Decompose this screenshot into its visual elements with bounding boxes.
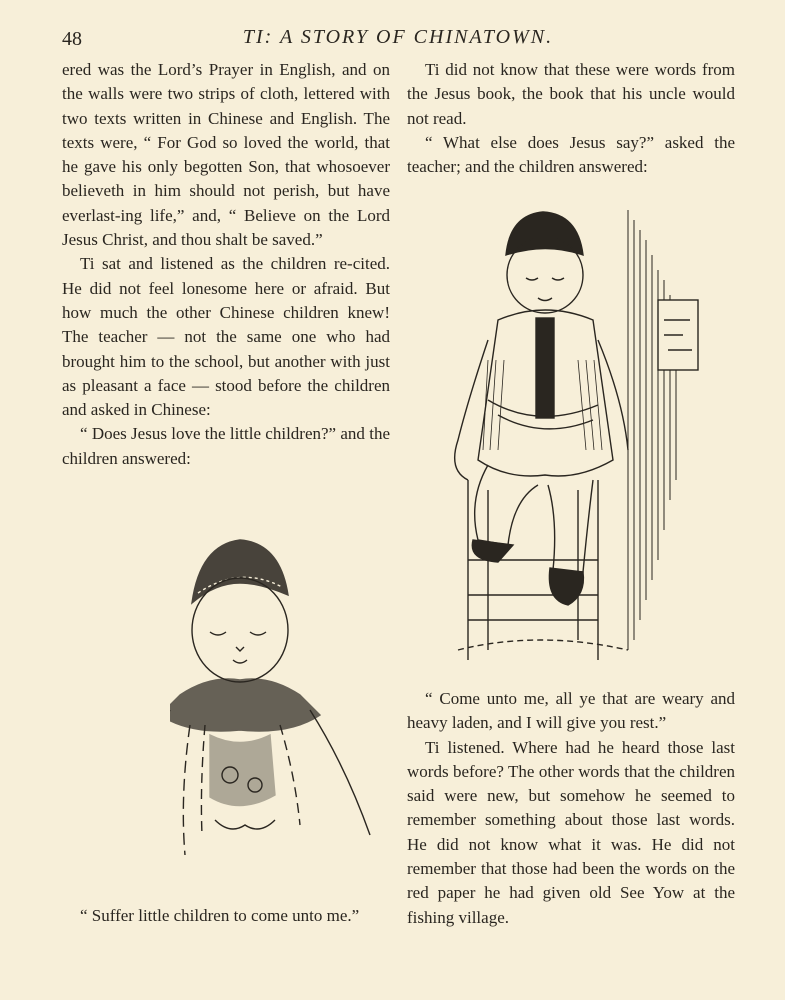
child-with-closed-eyes-illustration bbox=[170, 535, 390, 890]
paragraph: Ti sat and listened as the children re-cited. He did not feel lonesome here or afraid. But how much the other Chinese children knew! The teacher — not the same one who had brought him to the school, but another with just as pleasant a face — stood before the children and asked in Chinese: bbox=[62, 254, 390, 420]
right-column-top bbox=[407, 58, 735, 179]
running-title: TI: A STORY OF CHINATOWN. bbox=[242, 26, 554, 48]
paragraph: “ Suffer little children to come unto me.” bbox=[80, 906, 360, 925]
paragraph: Ti did not know that these were words from the Jesus book, the book that his uncle would not read. bbox=[407, 60, 735, 128]
right-column-bottom bbox=[407, 687, 735, 930]
boy-seated-on-stool-illustration bbox=[428, 200, 718, 670]
paragraph: “ Come unto me, all ye that are weary and heavy laden, and I will give you rest.” bbox=[407, 689, 735, 733]
left-column-bottom bbox=[62, 904, 390, 928]
paragraph: Ti listened. Where had he heard those last words before? The other words that the children said were new, but somehow he seemed to remember something about those last words. He did not know what it was. He did not remember that those had been the words on the red paper he had given old See Yow at the fishing village. bbox=[407, 737, 735, 927]
paragraph: “ What else does Jesus say?” asked the teacher; and the children answered: bbox=[407, 132, 735, 177]
page-header bbox=[62, 26, 734, 56]
paragraph: “ Does Jesus love the little children?” and the children answered: bbox=[62, 424, 390, 468]
paragraph: ered was the Lord’s Prayer in English, and on the walls were two strips of cloth, lettered with two texts written in Chinese and English. The texts were, “ For God so loved the world, that he gave his only begotten Son, that whosoever believeth in him should not perish, but have everlast-ing life,” and, “ Believe on the Lord Jesus Christ, and thou shalt be saved.” bbox=[62, 60, 390, 250]
left-column-top bbox=[62, 58, 390, 471]
page-number: 48 bbox=[62, 28, 82, 50]
